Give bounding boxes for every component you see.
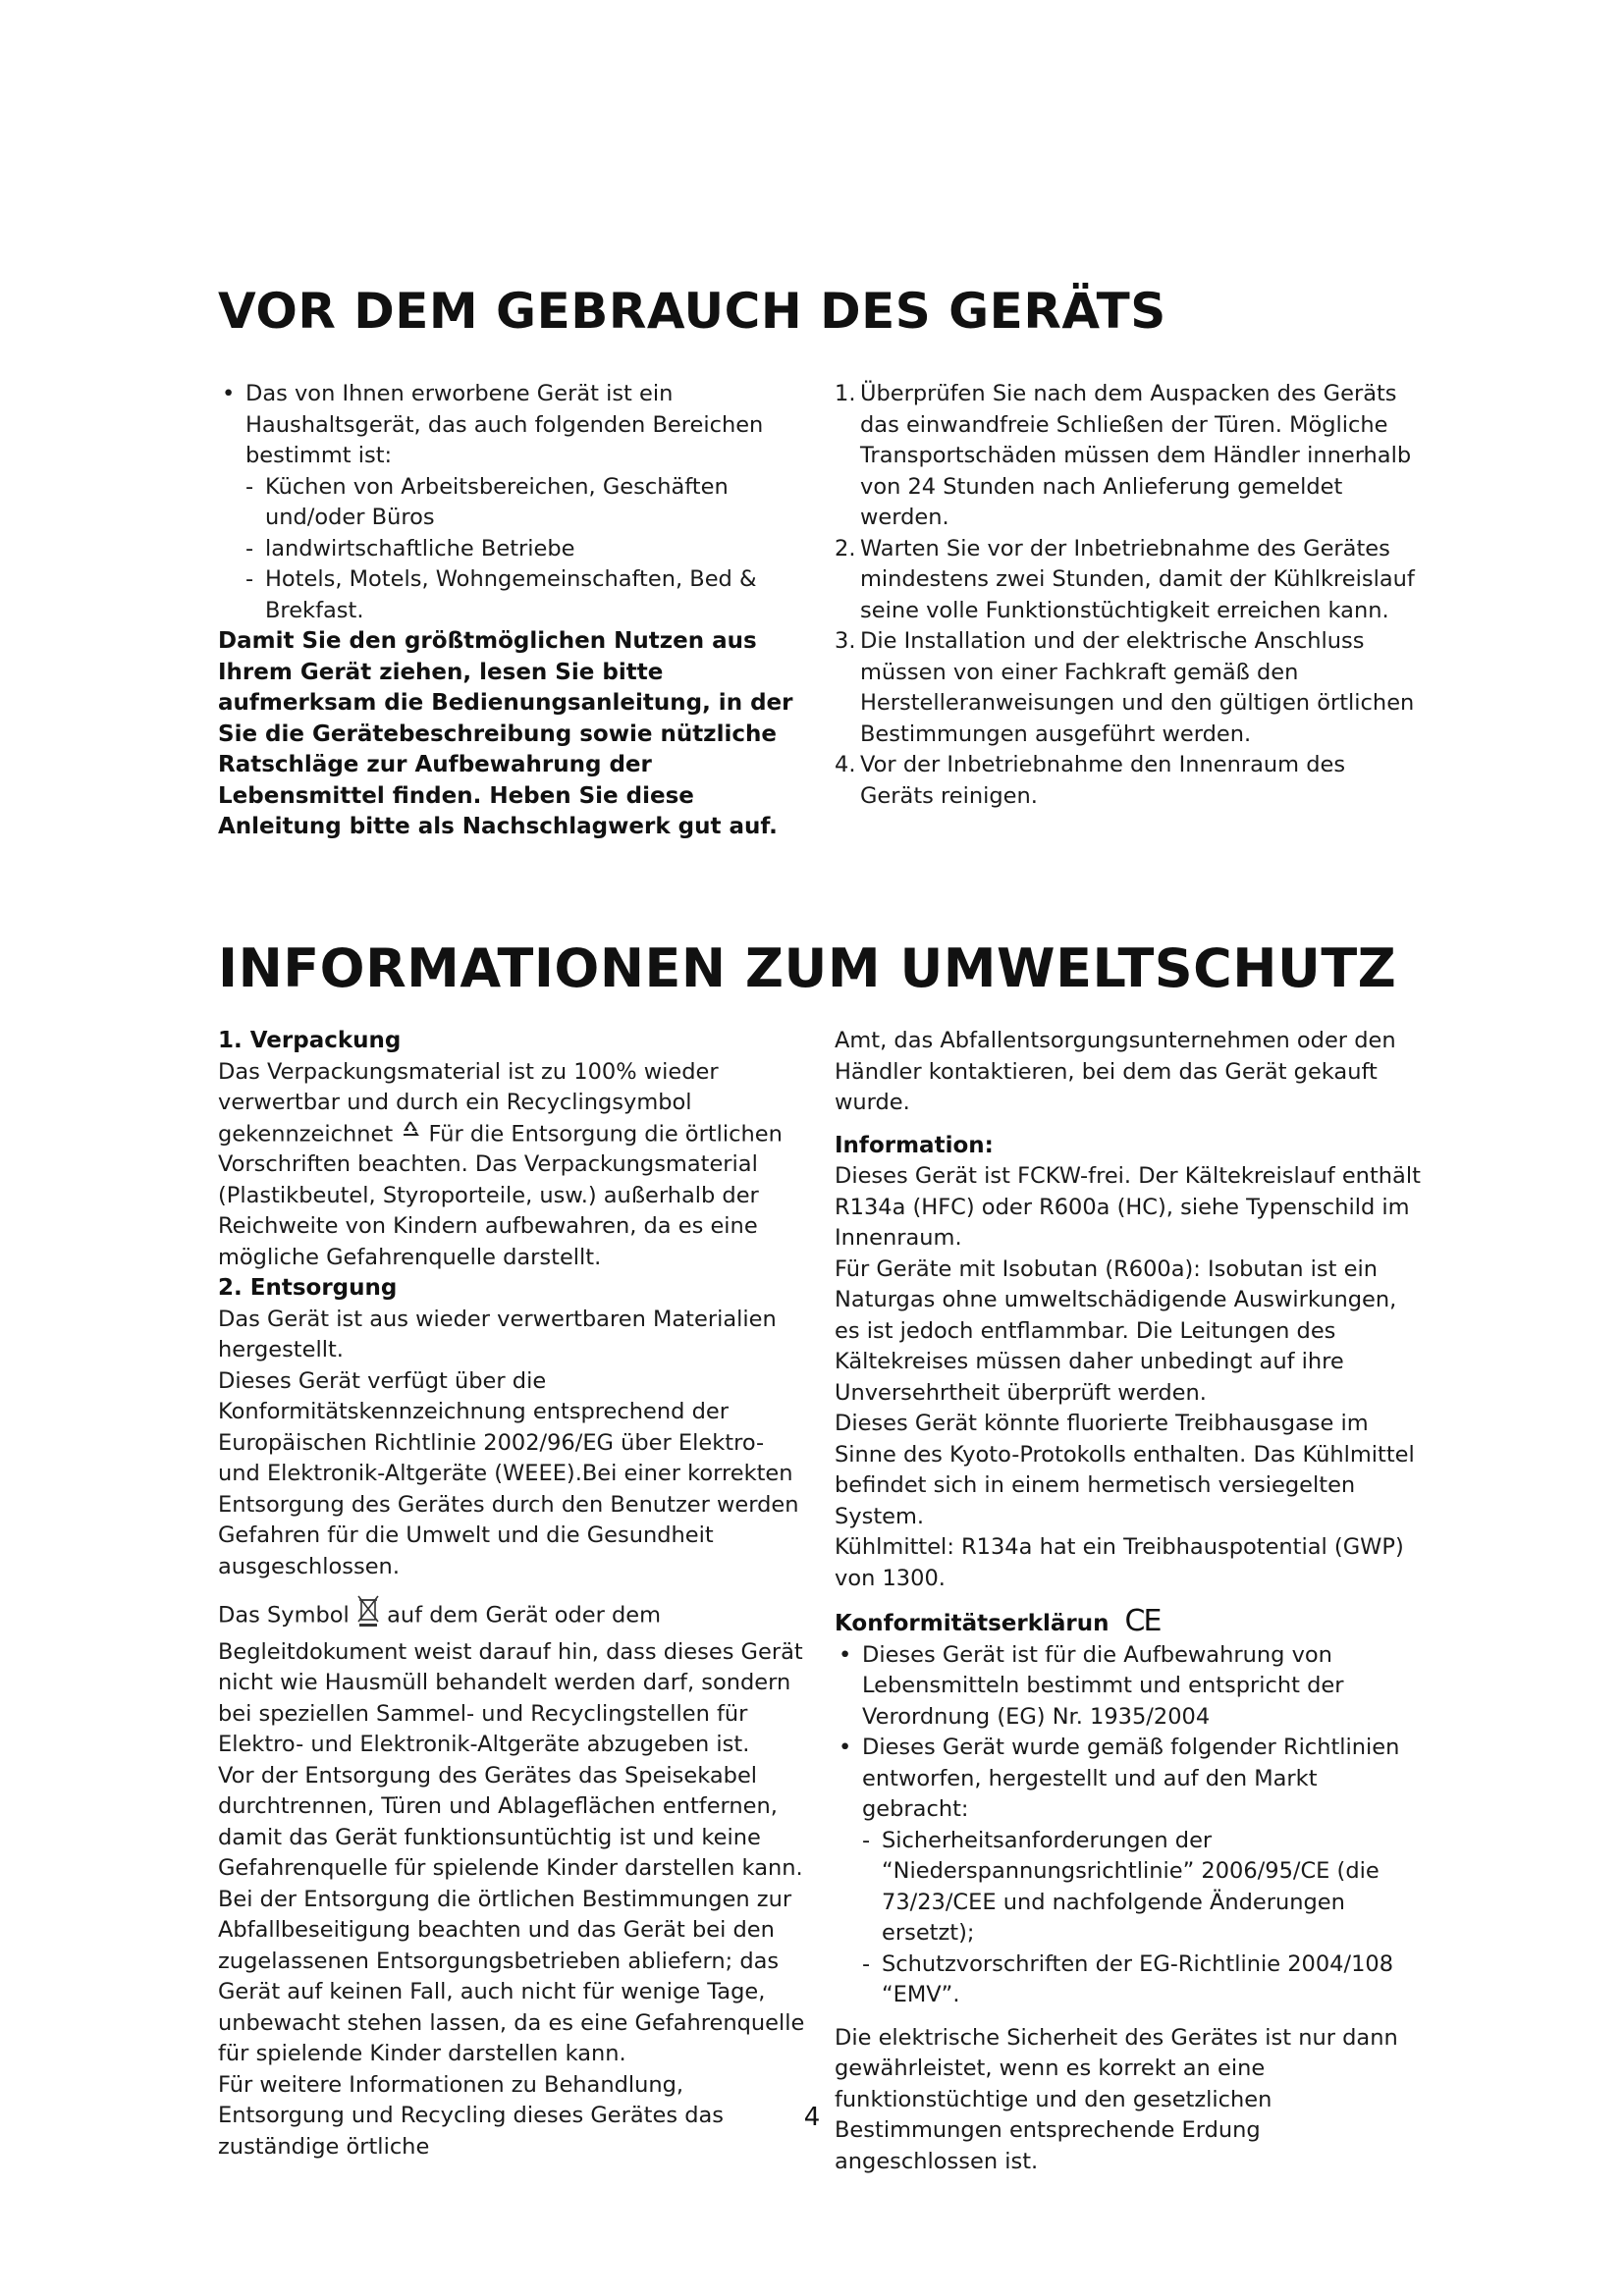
section-title-environment: INFORMATIONEN ZUM UMWELTSCHUTZ bbox=[218, 937, 1397, 999]
symbol-text-a: Das Symbol bbox=[218, 1602, 350, 1629]
information-heading: Information: bbox=[835, 1132, 994, 1158]
packaging-text bbox=[218, 1057, 807, 1274]
step-number: 2. bbox=[835, 535, 856, 561]
instructions-note: Damit Sie den größtmöglichen Nutzen aus Ihrem Gerät ziehen, lesen Sie bitte aufmerksam die Bedienungsanleitung, in der Sie die Gerätebeschreibung sowie nützliche Ratschläge zur Aufbewahrung der Lebensmittel finden. Heben Sie diese Anleitung bitte als Nachschlagwerk gut auf. bbox=[218, 628, 793, 839]
ce-mark-icon: CE bbox=[1124, 1604, 1161, 1638]
list-item bbox=[835, 750, 1424, 812]
disposal-text-5: Für weitere Informationen zu Behandlung, Entsorgung und Recycling dieses Gerätes das zuständige örtliche bbox=[218, 2071, 725, 2160]
conformity-heading-text: Konformitätserklärun bbox=[835, 1611, 1110, 1636]
info-text-1: Dieses Gerät ist FCKW-frei. Der Kältekreislauf enthält R134a (HFC) oder R600a (HC), siehe Typenschild im Innenraum. bbox=[835, 1163, 1421, 1251]
symbol-text-b: auf dem Gerät oder dem Begleitdokument weist darauf hin, dass dieses Gerät nicht wie Hausmüll behandelt werden darf, sondern bei speziellen Sammel- und Recyclingstellen für Elektro- und Elektronik-Altgeräte abzugeben ist. bbox=[218, 1602, 803, 1758]
list-item: - landwirtschaftliche Betriebe bbox=[245, 534, 817, 565]
recycling-icon bbox=[400, 1119, 421, 1150]
list-item: - Küchen von Arbeitsbereichen, Geschäften und/oder Büros bbox=[245, 472, 817, 534]
disposal-text-2: Dieses Gerät verfügt über die Konformitätskennzeichnung entsprechend der Europäischen Richtlinie 2002/96/EG über Elektro- und Elektronik-Altgeräte (WEEE).Bei einer korrekten Entsorgung des Gerätes durch den Benutzer werden Gefahren für die Umwelt und die Gesundheit ausgeschlossen. bbox=[218, 1367, 799, 1579]
page-number: 4 bbox=[803, 2103, 821, 2132]
step-text: Überprüfen Sie nach dem Auspacken des Geräts das einwandfreie Schließen der Türen. Mögliche Transportschäden müssen dem Händler innerhalb von 24 Stunden nach Anlieferung gemeldet werden. bbox=[860, 381, 1412, 530]
info-text-3: Dieses Gerät könnte fluorierte Treibhausgase im Sinne des Kyoto-Protokolls enthalten. Das Kühlmittel befindet sich in einem hermetisch versiegelten System. bbox=[835, 1411, 1415, 1529]
step-text: Die Installation und der elektrische Anschluss müssen von einer Fachkraft gemäß den Herstelleranweisungen und den gültigen örtlichen Bestimmungen ausgeführt werden. bbox=[860, 628, 1415, 747]
disposal-heading: 2. Entsorgung bbox=[218, 1275, 398, 1302]
step-number: 3. bbox=[835, 628, 856, 654]
step-text: Vor der Inbetriebnahme den Innenraum des Geräts reinigen. bbox=[860, 752, 1346, 809]
electrical-safety-text: Die elektrische Sicherheit des Gerätes ist nur dann gewährleistet, wenn es korrekt an eine funktionstüchtige und den gesetzlichen Bestimmungen entsprechende Erdung angeschlossen ist. bbox=[835, 2024, 1398, 2174]
before-use-left-column bbox=[218, 379, 817, 843]
list-item bbox=[218, 379, 817, 626]
list-item bbox=[835, 534, 1424, 627]
step-number: 1. bbox=[835, 381, 856, 406]
crossed-bin-icon bbox=[356, 1594, 380, 1637]
list-item: - Sicherheitsanforderungen der “Niederspannungsrichtlinie” 2006/95/CE (die 73/23/CEE und nachfolgende Änderungen ersetzt); bbox=[862, 1826, 1424, 1949]
disposal-text-3: Vor der Entsorgung des Gerätes das Speisekabel durchtrennen, Türen und Ablageflächen entfernen, damit das Gerät funktionsuntüchtig ist und keine Gefahrenquelle für spielende Kinder darstellen kann. bbox=[218, 1762, 803, 1882]
step-text: Warten Sie vor der Inbetriebnahme des Gerätes mindestens zwei Stunden, damit der Kühlkreislauf seine volle Funktionstüchtigkeit erreichen kann. bbox=[860, 535, 1415, 623]
info-text-4: Kühlmittel: R134a hat ein Treibhauspotential (GWP) von 1300. bbox=[835, 1534, 1404, 1591]
section-title-before-use: VOR DEM GEBRAUCH DES GERÄTS bbox=[218, 283, 1166, 340]
list-item bbox=[835, 379, 1424, 534]
symbol-text bbox=[218, 1594, 807, 1761]
conformity-heading bbox=[835, 1606, 1424, 1640]
disposal-text-4: Bei der Entsorgung die örtlichen Bestimmungen zur Abfallbeseitigung beachten und das Gerät bei den zugelassenen Entsorgungsbetrieben abliefern; das Gerät auf keinen Fall, auch nicht für wenige Tage, unbewacht stehen lassen, da es eine Gefahrenquelle für spielende Kinder darstellen kann. bbox=[218, 1886, 805, 2067]
list-item bbox=[835, 626, 1424, 750]
disposal-text-1: Das Gerät ist aus wieder verwertbaren Materialien hergestellt. bbox=[218, 1306, 777, 1363]
directives-sublist bbox=[862, 1826, 1424, 2011]
step-number: 4. bbox=[835, 752, 856, 777]
before-use-right-column bbox=[835, 379, 1424, 812]
list-item: - Schutzvorschriften der EG-Richtlinie 2004/108 “EMV”. bbox=[862, 1949, 1424, 2011]
info-text-2: Für Geräte mit Isobutan (R600a): Isobutan ist ein Naturgas ohne umweltschädigende Auswirkungen, es ist jedoch entflammbar. Die Leitungen des Kältekreises müssen daher unbedingt auf ihre Unversehrtheit überprüft werden. bbox=[835, 1255, 1397, 1406]
list-item: • Dieses Gerät ist für die Aufbewahrung von Lebensmitteln bestimmt und entspricht der Verordnung (EG) Nr. 1935/2004 bbox=[835, 1640, 1424, 1734]
packaging-text-a: Das Verpackungsmaterial ist zu 100% wieder verwertbar und durch ein Recyclingsymbol gekennzeichnet bbox=[218, 1058, 719, 1147]
usage-list bbox=[218, 379, 817, 626]
conformity-directives-text: Dieses Gerät wurde gemäß folgender Richtlinien entworfen, hergestellt und auf den Markt gebracht: bbox=[862, 1735, 1400, 1822]
environment-right-column bbox=[835, 1026, 1424, 2177]
usage-sublist bbox=[245, 472, 817, 627]
before-use-steps bbox=[835, 379, 1424, 812]
environment-left-column bbox=[218, 1026, 807, 2163]
list-item: - Hotels, Motels, Wohngemeinschaften, Bed & Brekfast. bbox=[245, 564, 817, 626]
packaging-text-b: Für die Entsorgung die örtlichen Vorschriften beachten. Das Verpackungsmaterial (Plastikbeutel, Styroporteile, usw.) außerhalb der Reichweite von Kindern aufbewahren, da es eine mögliche Gefahrenquelle darstellt. bbox=[218, 1120, 783, 1270]
continuation-text: Amt, das Abfallentsorgungsunternehmen oder den Händler kontaktieren, bei dem das Gerät gekauft wurde. bbox=[835, 1028, 1396, 1115]
packaging-heading: 1. Verpackung bbox=[218, 1028, 402, 1053]
list-item bbox=[835, 1733, 1424, 2011]
conformity-list bbox=[835, 1640, 1424, 2011]
usage-intro: Das von Ihnen erworbene Gerät ist ein Haushaltsgerät, das auch folgenden Bereichen bestimmt ist: bbox=[245, 381, 764, 468]
